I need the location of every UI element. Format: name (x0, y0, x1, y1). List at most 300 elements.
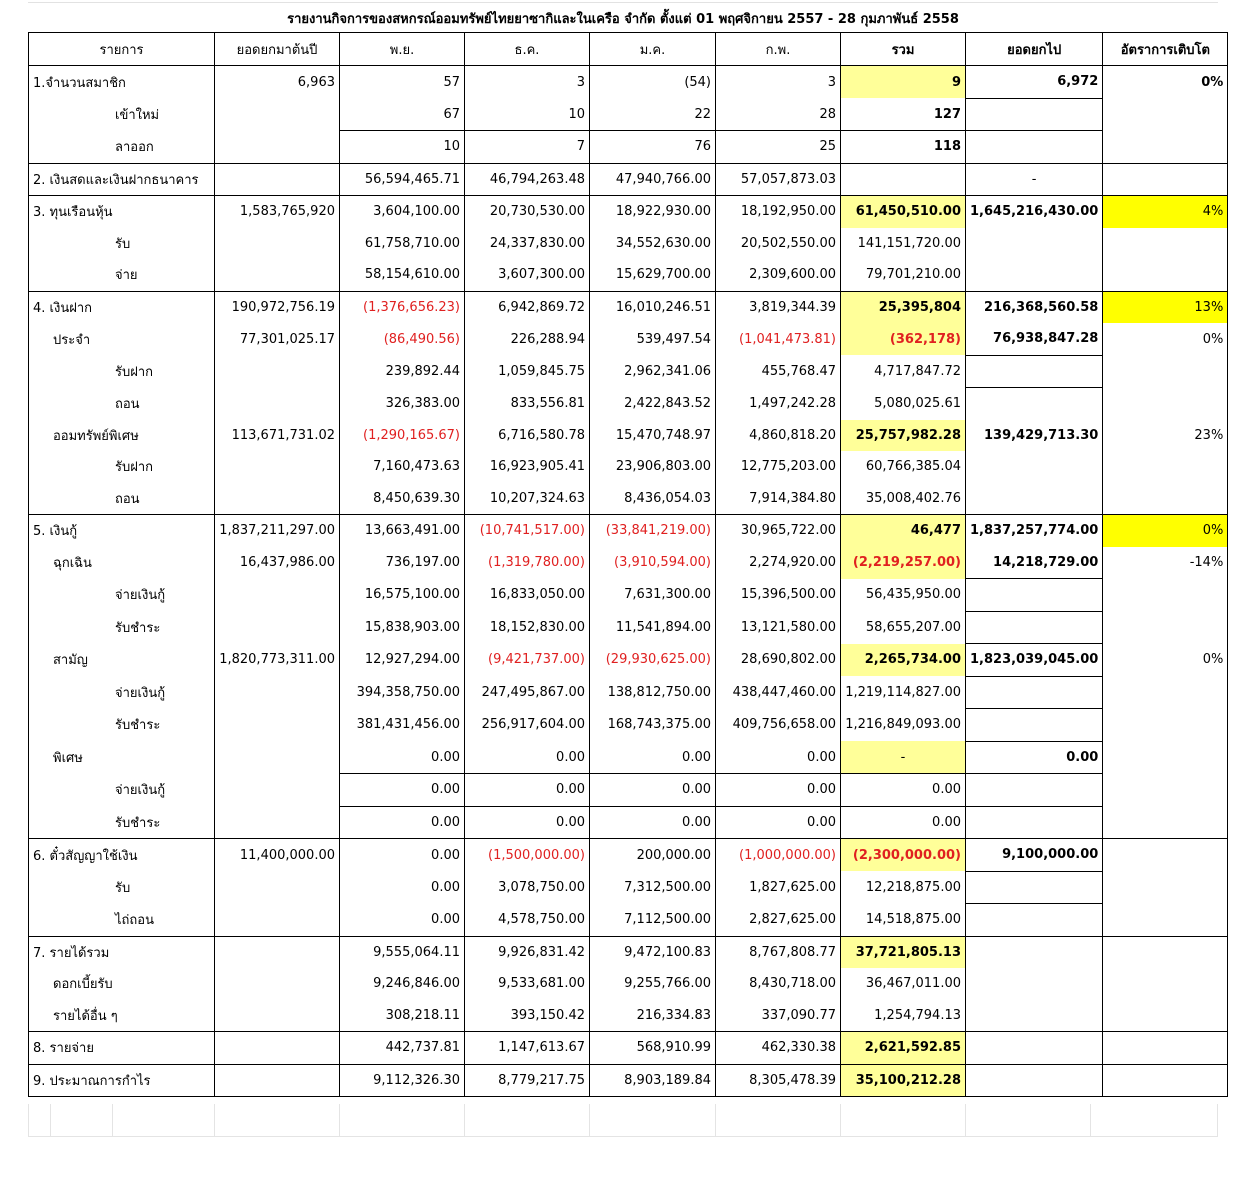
growth-cell (1103, 1000, 1228, 1032)
col-header-nov: พ.ย. (340, 33, 465, 66)
growth-cell (1103, 936, 1228, 968)
month-cell: 216,334.83 (590, 1000, 716, 1032)
month-cell: (3,910,594.00) (590, 547, 716, 579)
opening-cell (215, 163, 340, 196)
carry-cell (966, 871, 1103, 904)
growth-cell: 4% (1103, 196, 1228, 228)
carry-cell (966, 709, 1103, 742)
month-cell: 8,450,639.30 (340, 483, 465, 515)
carry-cell (966, 579, 1103, 612)
total-cell: 2,265,734.00 (841, 644, 966, 677)
opening-cell (215, 871, 340, 904)
month-cell: 16,923,905.41 (465, 451, 590, 483)
growth-cell (1103, 611, 1228, 644)
opening-cell: 190,972,756.19 (215, 291, 340, 323)
table-row (29, 644, 1228, 677)
table-row (29, 806, 1228, 839)
month-cell: 0.00 (340, 741, 465, 774)
month-cell: 539,497.54 (590, 323, 716, 355)
row-label: รายได้อื่น ๆ (29, 1000, 215, 1032)
opening-cell: 1,583,765,920 (215, 196, 340, 228)
month-cell: 226,288.94 (465, 323, 590, 355)
total-cell: (2,219,257.00) (841, 547, 966, 579)
month-cell: 20,502,550.00 (716, 228, 841, 260)
month-cell: (1,290,165.67) (340, 420, 465, 452)
month-cell: 7,112,500.00 (590, 904, 716, 937)
row-label: ดอกเบี้ยรับ (29, 968, 215, 1000)
row-label: ลาออก (29, 131, 215, 164)
opening-cell (215, 1032, 340, 1065)
month-cell: 13,121,580.00 (716, 611, 841, 644)
month-cell: 462,330.38 (716, 1032, 841, 1065)
month-cell: 18,192,950.00 (716, 196, 841, 228)
opening-cell: 1,820,773,311.00 (215, 644, 340, 677)
month-cell: 25 (716, 131, 841, 164)
carry-cell: 1,823,039,045.00 (966, 644, 1103, 677)
total-cell: 60,766,385.04 (841, 451, 966, 483)
carry-cell (966, 968, 1103, 1000)
row-label: ฉุกเฉิน (29, 547, 215, 579)
carry-cell (966, 483, 1103, 515)
carry-cell (966, 259, 1103, 291)
total-cell: 1,216,849,093.00 (841, 709, 966, 742)
month-cell: 20,730,530.00 (465, 196, 590, 228)
month-cell: 7 (465, 131, 590, 164)
total-cell: (2,300,000.00) (841, 839, 966, 872)
table-row (29, 1000, 1228, 1032)
month-cell: (1,376,656.23) (340, 291, 465, 323)
opening-cell (215, 388, 340, 420)
month-cell: 168,743,375.00 (590, 709, 716, 742)
row-label: 3. ทุนเรือนหุ้น (29, 196, 215, 228)
month-cell: 16,575,100.00 (340, 579, 465, 612)
row-label: รับชำระ (29, 611, 215, 644)
month-cell: (1,500,000.00) (465, 839, 590, 872)
total-cell: 35,008,402.76 (841, 483, 966, 515)
growth-cell (1103, 98, 1228, 131)
total-cell: 35,100,212.28 (841, 1064, 966, 1097)
row-label: ออมทรัพย์พิเศษ (29, 420, 215, 452)
total-cell: 2,621,592.85 (841, 1032, 966, 1065)
month-cell: 3 (465, 66, 590, 99)
month-cell: 833,556.81 (465, 388, 590, 420)
table-row (29, 196, 1228, 228)
growth-cell: 0% (1103, 323, 1228, 355)
opening-cell (215, 579, 340, 612)
month-cell: 9,926,831.42 (465, 936, 590, 968)
table-row (29, 1032, 1228, 1065)
col-header-carry: ยอดยกไป (966, 33, 1103, 66)
row-label: จ่ายเงินกู้ (29, 676, 215, 709)
header-row (29, 33, 1228, 66)
carry-cell (966, 1000, 1103, 1032)
month-cell: 1,827,625.00 (716, 871, 841, 904)
total-cell: 1,254,794.13 (841, 1000, 966, 1032)
month-cell: 0.00 (340, 839, 465, 872)
month-cell: 2,827,625.00 (716, 904, 841, 937)
table-row (29, 323, 1228, 355)
month-cell: 7,312,500.00 (590, 871, 716, 904)
month-cell: 381,431,456.00 (340, 709, 465, 742)
opening-cell (215, 131, 340, 164)
opening-cell: 1,837,211,297.00 (215, 515, 340, 547)
month-cell: 15,470,748.97 (590, 420, 716, 452)
opening-cell (215, 355, 340, 388)
growth-cell (1103, 968, 1228, 1000)
total-cell: 4,717,847.72 (841, 355, 966, 388)
col-header-dec: ธ.ค. (465, 33, 590, 66)
month-cell: 2,274,920.00 (716, 547, 841, 579)
growth-cell (1103, 709, 1228, 742)
month-cell: 6,716,580.78 (465, 420, 590, 452)
month-cell: 442,737.81 (340, 1032, 465, 1065)
col-header-item: รายการ (29, 33, 215, 66)
carry-cell (966, 611, 1103, 644)
total-cell: 46,477 (841, 515, 966, 547)
month-cell: 1,147,613.67 (465, 1032, 590, 1065)
col-header-total: รวม (841, 33, 966, 66)
month-cell: 9,255,766.00 (590, 968, 716, 1000)
month-cell: 58,154,610.00 (340, 259, 465, 291)
table-row (29, 451, 1228, 483)
month-cell: 247,495,867.00 (465, 676, 590, 709)
month-cell: 2,309,600.00 (716, 259, 841, 291)
month-cell: 30,965,722.00 (716, 515, 841, 547)
carry-cell: 14,218,729.00 (966, 547, 1103, 579)
opening-cell: 16,437,986.00 (215, 547, 340, 579)
month-cell: (10,741,517.00) (465, 515, 590, 547)
month-cell: 1,059,845.75 (465, 355, 590, 388)
table-row (29, 98, 1228, 131)
table-row (29, 163, 1228, 196)
month-cell: 0.00 (465, 774, 590, 807)
month-cell: 0.00 (590, 774, 716, 807)
total-cell: 37,721,805.13 (841, 936, 966, 968)
table-row (29, 388, 1228, 420)
month-cell: 61,758,710.00 (340, 228, 465, 260)
table-row (29, 774, 1228, 807)
month-cell: 8,779,217.75 (465, 1064, 590, 1097)
month-cell: 10 (340, 131, 465, 164)
month-cell: 57 (340, 66, 465, 99)
month-cell: 393,150.42 (465, 1000, 590, 1032)
col-header-feb: ก.พ. (716, 33, 841, 66)
month-cell: 10,207,324.63 (465, 483, 590, 515)
opening-cell: 77,301,025.17 (215, 323, 340, 355)
total-cell: 141,151,720.00 (841, 228, 966, 260)
row-label: ถอน (29, 483, 215, 515)
growth-cell (1103, 483, 1228, 515)
report-title: รายงานกิจการของสหกรณ์ออมทรัพย์ไทยยาซากิและในเครือ จำกัด ตั้งแต่ 01 พฤศจิกายน 2557 - 28 กุมภาพันธ์ 2558 (287, 12, 959, 27)
month-cell: 24,337,830.00 (465, 228, 590, 260)
opening-cell (215, 968, 340, 1000)
month-cell: (1,041,473.81) (716, 323, 841, 355)
row-label: พิเศษ (29, 741, 215, 774)
month-cell: 9,246,846.00 (340, 968, 465, 1000)
month-cell: 4,860,818.20 (716, 420, 841, 452)
growth-cell (1103, 1032, 1228, 1065)
row-label: สามัญ (29, 644, 215, 677)
month-cell: 1,497,242.28 (716, 388, 841, 420)
growth-cell (1103, 131, 1228, 164)
month-cell: 438,447,460.00 (716, 676, 841, 709)
total-cell: 12,218,875.00 (841, 871, 966, 904)
month-cell: 0.00 (340, 904, 465, 937)
table-row (29, 611, 1228, 644)
growth-cell: -14% (1103, 547, 1228, 579)
opening-cell: 11,400,000.00 (215, 839, 340, 872)
month-cell: 22 (590, 98, 716, 131)
month-cell: 15,629,700.00 (590, 259, 716, 291)
row-label: รับชำระ (29, 709, 215, 742)
month-cell: 3,078,750.00 (465, 871, 590, 904)
month-cell: 736,197.00 (340, 547, 465, 579)
table-row (29, 547, 1228, 579)
total-cell: 127 (841, 98, 966, 131)
carry-cell (966, 451, 1103, 483)
opening-cell (215, 774, 340, 807)
month-cell: (1,319,780.00) (465, 547, 590, 579)
carry-cell: 6,972 (966, 66, 1103, 99)
table-row (29, 131, 1228, 164)
table-row (29, 259, 1228, 291)
month-cell: 256,917,604.00 (465, 709, 590, 742)
month-cell: 47,940,766.00 (590, 163, 716, 196)
month-cell: 6,942,869.72 (465, 291, 590, 323)
month-cell: 0.00 (716, 806, 841, 839)
row-label: 1.จำนวนสมาชิก (29, 66, 215, 99)
carry-cell (966, 774, 1103, 807)
month-cell: 455,768.47 (716, 355, 841, 388)
month-cell: 11,541,894.00 (590, 611, 716, 644)
growth-cell (1103, 774, 1228, 807)
carry-cell (966, 806, 1103, 839)
month-cell: 8,903,189.84 (590, 1064, 716, 1097)
month-cell: 7,631,300.00 (590, 579, 716, 612)
month-cell: 28,690,802.00 (716, 644, 841, 677)
row-label: 7. รายได้รวม (29, 936, 215, 968)
total-cell: 118 (841, 131, 966, 164)
table-row (29, 968, 1228, 1000)
total-cell: 61,450,510.00 (841, 196, 966, 228)
table-row (29, 355, 1228, 388)
total-cell: 56,435,950.00 (841, 579, 966, 612)
carry-cell (966, 228, 1103, 260)
month-cell: 28 (716, 98, 841, 131)
table-row (29, 839, 1228, 872)
month-cell: 16,010,246.51 (590, 291, 716, 323)
month-cell: 57,057,873.03 (716, 163, 841, 196)
carry-cell (966, 388, 1103, 420)
total-cell: 5,080,025.61 (841, 388, 966, 420)
opening-cell (215, 1000, 340, 1032)
total-cell: 1,219,114,827.00 (841, 676, 966, 709)
row-label: จ่ายเงินกู้ (29, 579, 215, 612)
month-cell: (29,930,625.00) (590, 644, 716, 677)
month-cell: 67 (340, 98, 465, 131)
month-cell: 0.00 (590, 806, 716, 839)
carry-cell: 76,938,847.28 (966, 323, 1103, 355)
carry-cell: 1,837,257,774.00 (966, 515, 1103, 547)
row-label: รับชำระ (29, 806, 215, 839)
month-cell: 9,555,064.11 (340, 936, 465, 968)
carry-cell: 216,368,560.58 (966, 291, 1103, 323)
opening-cell (215, 806, 340, 839)
month-cell: 0.00 (716, 741, 841, 774)
carry-cell (966, 355, 1103, 388)
carry-cell (966, 1064, 1103, 1097)
table-row (29, 741, 1228, 774)
carry-cell (966, 98, 1103, 131)
growth-cell: 13% (1103, 291, 1228, 323)
table-row (29, 228, 1228, 260)
table-row (29, 420, 1228, 452)
growth-cell: 0% (1103, 66, 1228, 99)
opening-cell (215, 611, 340, 644)
total-cell: 25,395,804 (841, 291, 966, 323)
table-row (29, 709, 1228, 742)
month-cell: 0.00 (465, 741, 590, 774)
row-label: 8. รายจ่าย (29, 1032, 215, 1065)
opening-cell: 113,671,731.02 (215, 420, 340, 452)
month-cell: 308,218.11 (340, 1000, 465, 1032)
month-cell: 326,383.00 (340, 388, 465, 420)
month-cell: 12,927,294.00 (340, 644, 465, 677)
growth-cell (1103, 741, 1228, 774)
row-label: เข้าใหม่ (29, 98, 215, 131)
month-cell: 7,160,473.63 (340, 451, 465, 483)
month-cell: 0.00 (590, 741, 716, 774)
table-row (29, 676, 1228, 709)
growth-cell (1103, 806, 1228, 839)
top-rule (28, 2, 1218, 3)
growth-cell (1103, 259, 1228, 291)
opening-cell (215, 451, 340, 483)
total-cell: - (841, 741, 966, 774)
month-cell: 239,892.44 (340, 355, 465, 388)
month-cell: 7,914,384.80 (716, 483, 841, 515)
growth-cell (1103, 163, 1228, 196)
total-cell: (362,178) (841, 323, 966, 355)
month-cell: 3 (716, 66, 841, 99)
row-label: 2. เงินสดและเงินฝากธนาคาร (29, 163, 215, 196)
growth-cell (1103, 871, 1228, 904)
opening-cell (215, 676, 340, 709)
row-label: 4. เงินฝาก (29, 291, 215, 323)
row-label: จ่าย (29, 259, 215, 291)
carry-cell (966, 904, 1103, 937)
row-label: รับ (29, 871, 215, 904)
month-cell: 3,604,100.00 (340, 196, 465, 228)
row-label: จ่ายเงินกู้ (29, 774, 215, 807)
growth-cell (1103, 228, 1228, 260)
row-label: ถอน (29, 388, 215, 420)
growth-cell: 0% (1103, 644, 1228, 677)
month-cell: 8,767,808.77 (716, 936, 841, 968)
month-cell: 0.00 (340, 774, 465, 807)
month-cell: 4,578,750.00 (465, 904, 590, 937)
month-cell: 56,594,465.71 (340, 163, 465, 196)
total-cell: 36,467,011.00 (841, 968, 966, 1000)
total-cell: 9 (841, 66, 966, 99)
opening-cell (215, 1064, 340, 1097)
row-label: ประจำ (29, 323, 215, 355)
carry-cell: 1,645,216,430.00 (966, 196, 1103, 228)
total-cell: 79,701,210.00 (841, 259, 966, 291)
month-cell: 76 (590, 131, 716, 164)
row-label: ไถ่ถอน (29, 904, 215, 937)
growth-cell (1103, 904, 1228, 937)
month-cell: 568,910.99 (590, 1032, 716, 1065)
month-cell: 0.00 (465, 806, 590, 839)
opening-cell (215, 904, 340, 937)
opening-cell (215, 98, 340, 131)
row-label: 9. ประมาณการกำไร (29, 1064, 215, 1097)
month-cell: 409,756,658.00 (716, 709, 841, 742)
table-row (29, 1064, 1228, 1097)
month-cell: 3,819,344.39 (716, 291, 841, 323)
row-label: 5. เงินกู้ (29, 515, 215, 547)
total-cell: 0.00 (841, 806, 966, 839)
table-row (29, 66, 1228, 99)
table-row (29, 904, 1228, 937)
growth-cell (1103, 579, 1228, 612)
row-label: รับ (29, 228, 215, 260)
total-cell (841, 163, 966, 196)
opening-cell: 6,963 (215, 66, 340, 99)
table-row (29, 515, 1228, 547)
month-cell: (33,841,219.00) (590, 515, 716, 547)
month-cell: 8,436,054.03 (590, 483, 716, 515)
month-cell: 15,396,500.00 (716, 579, 841, 612)
carry-cell: 0.00 (966, 741, 1103, 774)
col-header-jan: ม.ค. (590, 33, 716, 66)
carry-cell (966, 936, 1103, 968)
row-label: รับฝาก (29, 355, 215, 388)
month-cell: 15,838,903.00 (340, 611, 465, 644)
report-table (28, 32, 1228, 1097)
carry-cell: - (966, 163, 1103, 196)
empty-grid-row (28, 1104, 1218, 1136)
row-label: 6. ตั๋วสัญญาใช้เงิน (29, 839, 215, 872)
month-cell: (86,490.56) (340, 323, 465, 355)
table-row (29, 579, 1228, 612)
table-row (29, 291, 1228, 323)
month-cell: 138,812,750.00 (590, 676, 716, 709)
month-cell: (9,421,737.00) (465, 644, 590, 677)
month-cell: 0.00 (340, 806, 465, 839)
month-cell: 9,112,326.30 (340, 1064, 465, 1097)
month-cell: 16,833,050.00 (465, 579, 590, 612)
carry-cell (966, 131, 1103, 164)
month-cell: 3,607,300.00 (465, 259, 590, 291)
carry-cell: 139,429,713.30 (966, 420, 1103, 452)
table-row (29, 936, 1228, 968)
total-cell: 0.00 (841, 774, 966, 807)
growth-cell (1103, 388, 1228, 420)
month-cell: 394,358,750.00 (340, 676, 465, 709)
opening-cell (215, 936, 340, 968)
carry-cell (966, 676, 1103, 709)
month-cell: 9,533,681.00 (465, 968, 590, 1000)
month-cell: 13,663,491.00 (340, 515, 465, 547)
month-cell: 34,552,630.00 (590, 228, 716, 260)
col-header-growth: อัตราการเติบโต (1103, 33, 1228, 66)
month-cell: 9,472,100.83 (590, 936, 716, 968)
month-cell: 337,090.77 (716, 1000, 841, 1032)
month-cell: 2,962,341.06 (590, 355, 716, 388)
month-cell: (1,000,000.00) (716, 839, 841, 872)
